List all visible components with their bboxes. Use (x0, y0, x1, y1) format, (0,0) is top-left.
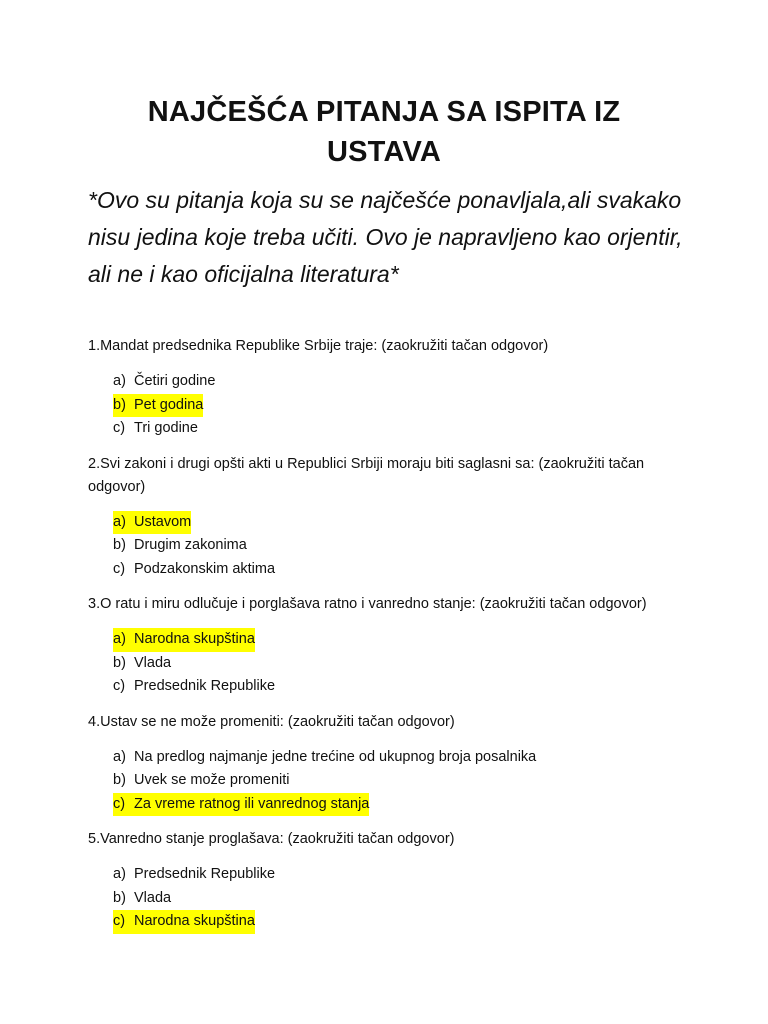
option-letter: c) (113, 420, 126, 436)
answer-option-correct (113, 793, 680, 817)
answer-option (113, 675, 680, 699)
answer-list (113, 863, 680, 934)
question-2 (88, 453, 680, 582)
option-text: Pet godina (134, 394, 203, 418)
option-letter: a) (113, 628, 134, 652)
option-letter: b) (113, 394, 134, 418)
answer-option-correct (113, 628, 680, 652)
option-text: Narodna skupština (134, 628, 255, 652)
answer-option-correct (113, 511, 680, 535)
option-text: Narodna skupština (134, 910, 255, 934)
option-letter: c) (113, 793, 134, 817)
question-4 (88, 711, 680, 817)
answer-option (113, 887, 680, 911)
document-title: NAJČEŠĆA PITANJA SA ISPITA IZ USTAVA (147, 96, 621, 168)
question-list (88, 335, 680, 934)
option-letter: a) (113, 373, 126, 389)
option-letter: b) (113, 537, 126, 553)
option-text: Podzakonskim aktima (134, 560, 276, 577)
option-letter: a) (113, 866, 126, 882)
option-letter: c) (113, 678, 126, 694)
answer-option-correct (113, 394, 680, 418)
option-letter: a) (113, 511, 134, 535)
intro-note: *Ovo su pitanja koja su se najčešće ponavljala,ali svakako nisu jedina koje treba učiti. Ovo je napravljeno kao orjentir, ali ne i kao oficijalna literatura* (88, 187, 683, 287)
answer-list (113, 628, 680, 699)
option-text: Na predlog najmanje jedne trećine od ukupnog broja posalnika (134, 748, 537, 765)
option-text: Predsednik Republike (134, 678, 276, 694)
option-text: Drugim zakonima (134, 537, 247, 553)
option-letter: c) (113, 910, 134, 934)
question-5 (88, 828, 680, 934)
option-text: Za vreme ratnog ili vanrednog stanja (134, 793, 369, 817)
question-text: 2.Svi zakoni i drugi opšti akti u Republici Srbiji moraju biti saglasni sa: (zaokružiti tačan odgovor) (88, 455, 645, 495)
answer-option (113, 652, 680, 676)
answer-option (113, 863, 680, 887)
question-text: 1.Mandat predsednika Republike Srbije traje: (zaokružiti tačan odgovor) (88, 338, 549, 354)
question-text: 5.Vanredno stanje proglašava: (zaokružiti tačan odgovor) (88, 831, 455, 847)
question-1 (88, 335, 680, 441)
option-letter: a) (113, 748, 126, 765)
option-text: Vlada (134, 654, 172, 671)
answer-option-correct (113, 910, 680, 934)
answer-option (113, 534, 680, 558)
option-text: Predsednik Republike (134, 866, 276, 882)
option-text: Vlada (134, 889, 172, 906)
question-text: 4.Ustav se ne može promeniti: (zaokružiti tačan odgovor) (88, 713, 455, 730)
question-text: 3.O ratu i miru odlučuje i porglašava ratno i vanredno stanje: (zaokružiti tačan odgovor) (88, 596, 647, 612)
option-letter: c) (113, 560, 126, 577)
answer-option (113, 746, 680, 770)
answer-option (113, 417, 680, 441)
answer-list (113, 746, 680, 817)
answer-list (113, 511, 680, 582)
option-letter: b) (113, 654, 126, 671)
answer-option (113, 769, 680, 793)
option-letter: b) (113, 772, 126, 788)
option-text: Tri godine (134, 420, 198, 436)
option-letter: b) (113, 889, 126, 906)
question-3 (88, 593, 680, 699)
option-text: Četiri godine (134, 373, 216, 389)
option-text: Uvek se može promeniti (134, 772, 290, 788)
answer-list (113, 370, 680, 441)
answer-option (113, 558, 680, 582)
answer-option (113, 370, 680, 394)
option-text: Ustavom (134, 511, 191, 535)
